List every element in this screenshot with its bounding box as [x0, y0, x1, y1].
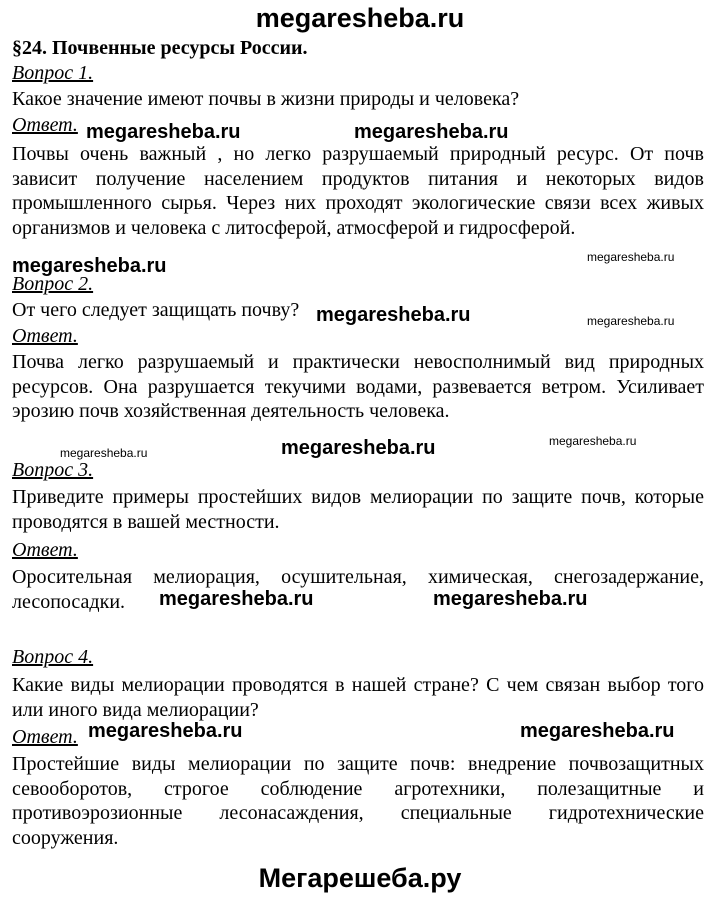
- watermark: megaresheba.ru: [354, 121, 509, 143]
- watermark: megaresheba.ru: [520, 720, 675, 742]
- watermark: megaresheba.ru: [88, 720, 243, 742]
- site-footer: Мегарешеба.ру: [258, 863, 462, 893]
- watermark: megaresheba.ru: [60, 446, 148, 460]
- question-3-text: Приведите примеры простейших видов мелиорации по защите почв, которые проводятся в вашей местности.: [12, 486, 704, 533]
- question-4-text: Какие виды мелиорации проводятся в нашей стране? С чем связан выбор того или иного вида мелиорации?: [12, 674, 704, 721]
- question-1-label: Вопрос 1.: [12, 62, 94, 84]
- watermark: megaresheba.ru: [86, 121, 241, 143]
- question-3-label: Вопрос 3.: [12, 459, 94, 481]
- question-2-label: Вопрос 2.: [12, 273, 94, 295]
- answer-4-text: Простейшие виды мелиорации по защите почв: внедрение почвозащитных севооборотов, строгое соблюдение агротехники, полезащитные и противоэрозионные лесонасаждения, специальные гидротехнические сооружения.: [12, 753, 704, 849]
- question-2-text: От чего следует защищать почву?: [12, 299, 300, 321]
- watermark: megaresheba.ru: [281, 437, 436, 459]
- answer-3-label: Ответ.: [12, 539, 78, 561]
- answer-2-text: Почва легко разрушаемый и практически невосполнимый вид природных ресурсов. Она разрушается текучими водами, развевается ветром. Усиливает эрозию почв хозяйственная деятельность человека.: [12, 351, 704, 422]
- answer-4-label: Ответ.: [12, 726, 78, 748]
- watermark: megaresheba.ru: [587, 250, 675, 264]
- watermark: megaresheba.ru: [587, 314, 675, 328]
- answer-1-label: Ответ.: [12, 114, 78, 136]
- answer-1-text: Почвы очень важный , но легко разрушаемый природный ресурс. От почв зависит получение населением продуктов питания и некоторых видов промышленного сырья. Через них проходят экологические связи всех живых организмов и человека с литосферой, атмосферой и гидросферой.: [12, 143, 704, 239]
- watermark: megaresheba.ru: [12, 255, 167, 277]
- answer-2-label: Ответ.: [12, 325, 78, 347]
- answer-3-text: Оросительная мелиорация, осушительная, химическая, снегозадержание, лесопосадки.: [12, 566, 704, 613]
- watermark: megaresheba.ru: [159, 588, 314, 610]
- watermark: megaresheba.ru: [549, 434, 637, 448]
- watermark: megaresheba.ru: [433, 588, 588, 610]
- watermark: megaresheba.ru: [316, 304, 471, 326]
- question-1-text: Какое значение имеют почвы в жизни природы и человека?: [12, 88, 520, 110]
- section-title: §24. Почвенные ресурсы России.: [12, 37, 308, 59]
- question-4-label: Вопрос 4.: [12, 646, 94, 668]
- site-header: megaresheba.ru: [255, 3, 465, 33]
